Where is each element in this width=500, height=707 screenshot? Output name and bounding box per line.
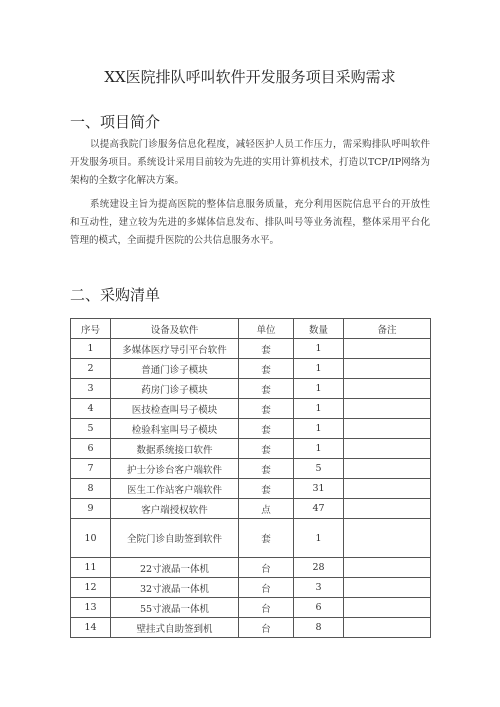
overview-paragraph-2: 系统建设主旨为提高医院的整体信息服务质量，充分利用医院信息平台的开放性和互动性，建立较为先进的多媒体信息发布、排队叫号等业务流程，整体采用平台化管理的模式，全面提升医院的公共信息服务水平。 [70,199,430,246]
cell-unit: 套 [239,419,294,439]
cell-unit: 套 [239,339,294,359]
table-row [71,459,431,479]
cell-quantity: 1 [294,399,344,419]
header-quantity: 数量 [294,319,344,339]
table-row [71,399,431,419]
cell-item: 壁挂式自助签到机 [111,618,239,638]
cell-remarks [344,459,431,479]
cell-index: 7 [71,459,111,479]
table-row [71,359,431,379]
table-row [71,379,431,399]
cell-unit: 套 [239,379,294,399]
cell-remarks [344,598,431,618]
cell-index: 5 [71,419,111,439]
cell-quantity: 1 [294,519,344,558]
cell-remarks [344,558,431,578]
document-title: XX医院排队呼叫软件开发服务项目采购需求 [104,68,396,86]
cell-index: 1 [71,339,111,359]
cell-remarks [344,339,431,359]
cell-unit: 套 [239,459,294,479]
cell-remarks [344,519,431,558]
cell-remarks [344,499,431,519]
cell-unit: 套 [239,359,294,379]
cell-quantity: 28 [294,558,344,578]
cell-index: 6 [71,439,111,459]
cell-item: 32寸液晶一体机 [111,578,239,598]
cell-quantity: 3 [294,578,344,598]
cell-item: 普通门诊子模块 [111,359,239,379]
cell-index: 12 [71,578,111,598]
cell-item: 医生工作站客户端软件 [111,479,239,499]
table-row [71,339,431,359]
cell-index: 10 [71,519,111,558]
cell-index: 9 [71,499,111,519]
table-row [71,479,431,499]
cell-item: 客户端授权软件 [111,499,239,519]
cell-unit: 台 [239,558,294,578]
table-row [71,598,431,618]
cell-quantity: 1 [294,339,344,359]
cell-quantity: 47 [294,499,344,519]
cell-quantity: 31 [294,479,344,499]
table-row [71,499,431,519]
cell-remarks [344,439,431,459]
cell-quantity: 6 [294,598,344,618]
cell-unit: 套 [239,519,294,558]
cell-remarks [344,578,431,598]
cell-item: 护士分诊台客户端软件 [111,459,239,479]
table-row [71,519,431,558]
cell-item: 数据系统接口软件 [111,439,239,459]
cell-quantity: 1 [294,379,344,399]
cell-unit: 点 [239,499,294,519]
cell-index: 4 [71,399,111,419]
table-row [71,439,431,459]
cell-item: 药房门诊子模块 [111,379,239,399]
header-item: 设备及软件 [111,319,239,339]
cell-quantity: 1 [294,439,344,459]
table-row [71,558,431,578]
cell-remarks [344,379,431,399]
cell-item: 多媒体医疗导引平台软件 [111,339,239,359]
cell-unit: 台 [239,598,294,618]
table-row [71,419,431,439]
overview-paragraph-1: 以提高我院门诊服务信息化程度，减轻医护人员工作压力，需采购排队呼叫软件开发服务项目。系统设计采用目前较为先进的实用计算机技术，打造以TCP/IP网络为架构的全数字化解决方案。 [70,139,430,186]
cell-index: 13 [71,598,111,618]
cell-unit: 套 [239,399,294,419]
cell-item: 全院门诊自助签到软件 [111,519,239,558]
section-heading-procurement: 二、采购清单 [70,286,161,304]
header-unit: 单位 [239,319,294,339]
header-index: 序号 [71,319,111,339]
cell-remarks [344,399,431,419]
cell-unit: 台 [239,618,294,638]
procurement-table [70,318,431,638]
cell-remarks [344,419,431,439]
section-heading-overview: 一、项目简介 [70,113,161,131]
cell-item: 检验科室叫号子模块 [111,419,239,439]
cell-remarks [344,479,431,499]
cell-unit: 套 [239,439,294,459]
cell-remarks [344,359,431,379]
header-remarks: 备注 [344,319,431,339]
cell-remarks [344,618,431,638]
cell-quantity: 8 [294,618,344,638]
cell-unit: 台 [239,578,294,598]
cell-item: 22寸液晶一体机 [111,558,239,578]
cell-quantity: 1 [294,419,344,439]
cell-index: 3 [71,379,111,399]
cell-index: 11 [71,558,111,578]
cell-index: 14 [71,618,111,638]
cell-item: 医技检查叫号子模块 [111,399,239,419]
table-row [71,618,431,638]
table-header-row [71,319,431,339]
cell-index: 8 [71,479,111,499]
cell-quantity: 1 [294,359,344,379]
cell-index: 2 [71,359,111,379]
table-row [71,578,431,598]
cell-quantity: 5 [294,459,344,479]
cell-item: 55寸液晶一体机 [111,598,239,618]
cell-unit: 套 [239,479,294,499]
